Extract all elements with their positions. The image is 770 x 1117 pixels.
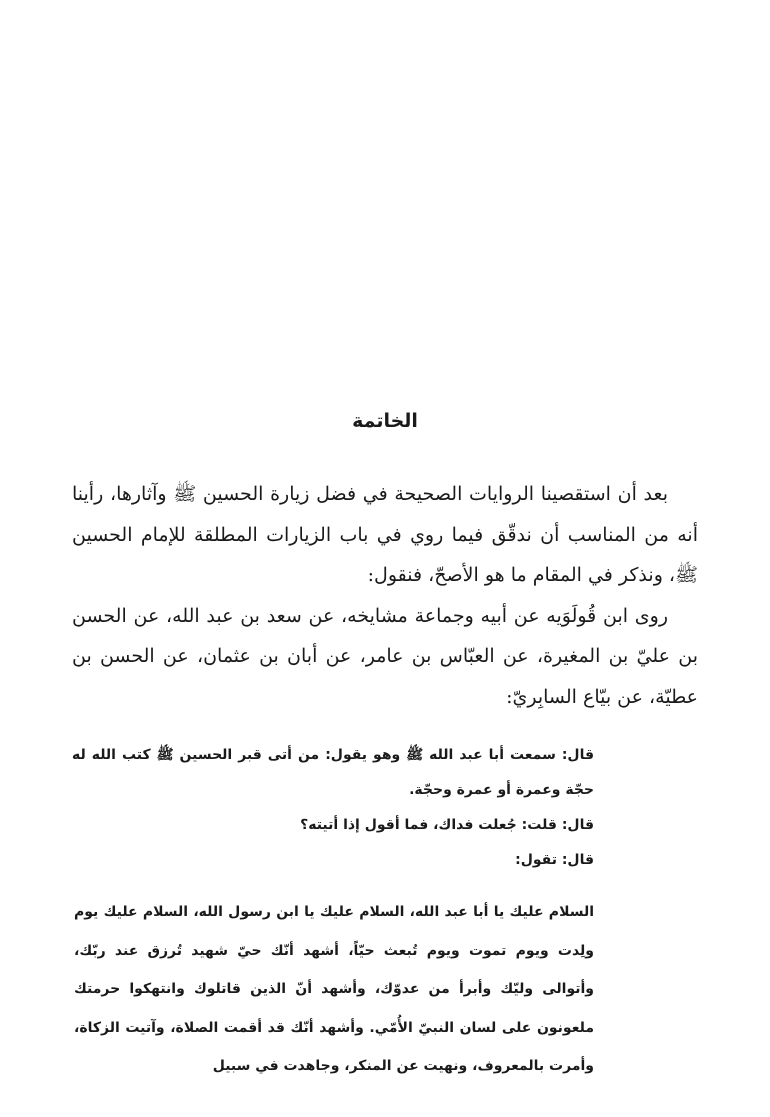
intro-text	[72, 474, 698, 717]
hadith-text	[72, 738, 594, 878]
narration-chain-paragraph: روى ابن قُولَوَيه عن أبيه وجماعة مشايخه، عن سعد بن عبد الله، عن الحسن بن عليّ بن المغيرة، عن العبّاس بن عامر، عن أبان بن عثمان، عن الحسن بن عطيّة، عن بيّاع السابِريّ:	[72, 604, 698, 708]
ziyara-text	[74, 893, 594, 1086]
intro-paragraph: بعد أن استقصينا الروايات الصحيحة في فضل زيارة الحسين ﷺ وآثارها، رأينا أنه من المناسب أن ندقّق فيما روي في باب الزيارات المطلقة للإمام الحسين ﷺ، ونذكر في المقام ما هو الأصحّ، فنقول:	[72, 483, 698, 586]
hadith-question: قال: قلت: جُعلت فداك، فما أقول إذا أتيته؟	[300, 817, 594, 833]
chapter-title: الخاتمة	[352, 410, 418, 432]
ziyara-paragraph: السلام عليك يا أبا عبد الله، السلام عليك يا ابن رسول الله، السلام عليك يوم ولِدت ويوم تموت ويوم تُبعث حيّاً، أشهد أنّك حيّ شهيد تُرزق عند ربّك، وأتوالى وليّك وأبرأ من عدوّك، وأشهد أنّ الذين قاتلوك وانتهكوا حرمتك ملعونون على لسان النبيّ الأُمّي. وأشهد أنّك قد أقمت الصلاة، وآتيت الزكاة، وأمرت بالمعروف، ونهيت عن المنكر، وجاهدت في سبيل	[74, 904, 594, 1074]
hadith-line: قال: سمعت أبا عبد الله ﷺ وهو يقول: من أتى قبر الحسين ﷺ كتب الله له حجّة وعمرة أو عمرة وحجّة.	[72, 747, 594, 798]
hadith-answer: قال: تقول:	[515, 852, 594, 868]
